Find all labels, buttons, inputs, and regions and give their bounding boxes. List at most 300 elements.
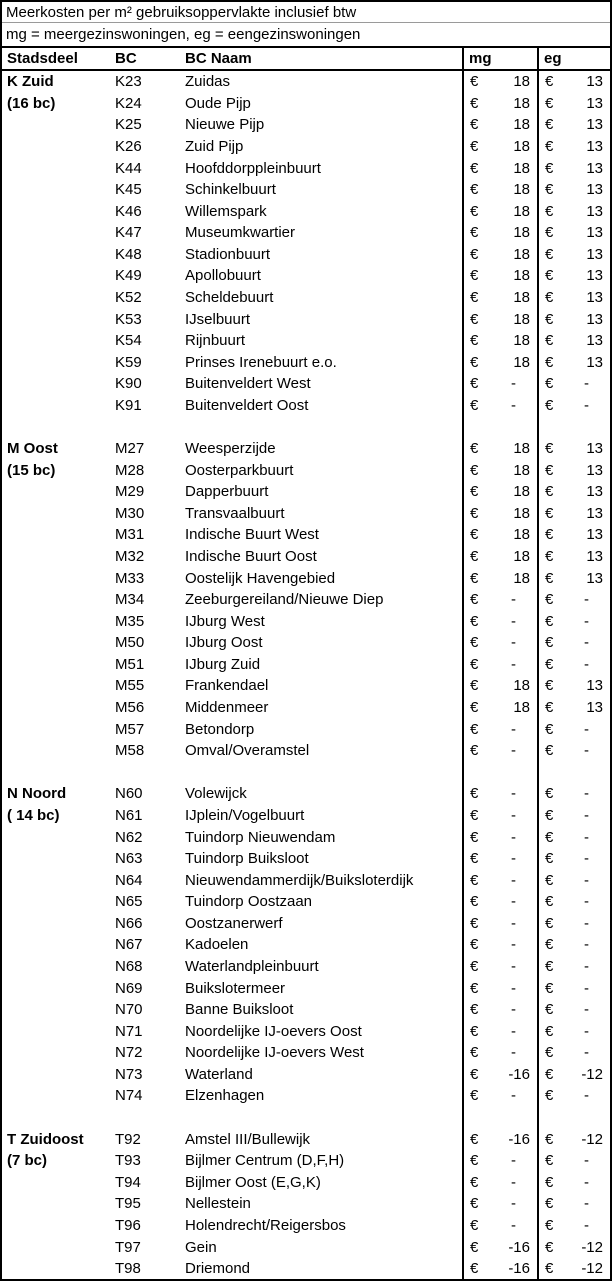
eg-cell [537,71,610,93]
euro-symbol: € [470,634,479,652]
euro-symbol: € [470,785,479,803]
euro-symbol: € [545,634,554,652]
eg-cell [537,179,610,201]
mg-cell [462,481,537,503]
bc-naam-cell: Nieuwendammerdijk/Buiksloterdijk [185,871,414,889]
mg-cell [462,1236,537,1258]
eg-cell [537,416,610,438]
mg-cell-value: - [511,1173,516,1191]
mg-cell-value: - [511,1044,516,1062]
table-row [2,459,610,481]
bc-cell: T92 [115,1130,141,1148]
mg-cell-value: 18 [513,332,530,350]
euro-symbol: € [470,310,479,328]
euro-symbol: € [545,116,554,134]
euro-symbol: € [545,936,554,954]
euro-symbol: € [545,1216,554,1234]
table-row [2,1215,610,1237]
stadsdeel-cell: ( 14 bc) [7,806,60,824]
eg-cell-value: - [584,850,589,868]
euro-symbol: € [545,245,554,263]
eg-cell-value: 13 [586,181,603,199]
bc-cell: N74 [115,1087,143,1105]
eg-cell-value: - [584,655,589,673]
eg-cell [537,956,610,978]
euro-symbol: € [470,138,479,156]
mg-cell [462,416,537,438]
bc-naam-cell: Kadoelen [185,936,249,954]
euro-symbol: € [470,914,479,932]
bc-naam-cell: Holendrecht/Reigersbos [185,1216,346,1234]
euro-symbol: € [470,375,479,393]
bc-naam-cell: Indische Buurt Oost [185,548,317,565]
mg-cell [462,114,537,136]
eg-cell [537,157,610,179]
table-row [2,1236,610,1258]
mg-cell [462,1042,537,1064]
eg-cell-value: -12 [581,1065,603,1083]
euro-symbol: € [470,699,479,717]
euro-symbol: € [470,1001,479,1019]
euro-symbol: € [470,94,479,112]
mg-cell [462,805,537,827]
eg-cell-value: - [584,396,589,414]
euro-symbol: € [470,202,479,220]
table-row [2,913,610,935]
mg-cell [462,1193,537,1215]
mg-cell-value: 18 [513,116,530,134]
euro-symbol: € [470,1130,479,1148]
column-header-bc: BC [115,50,137,67]
euro-symbol: € [470,181,479,199]
euro-symbol: € [470,396,479,414]
euro-symbol: € [545,332,554,350]
mg-cell-value: - [511,957,516,975]
euro-symbol: € [470,1195,479,1213]
bc-naam-cell: Frankendael [185,677,269,695]
bc-cell: K91 [115,396,142,414]
euro-symbol: € [545,375,554,393]
euro-symbol: € [470,1260,479,1278]
table-row [2,1171,610,1193]
bc-naam-cell: Schinkelbuurt [185,181,276,199]
mg-cell [462,632,537,654]
eg-cell [537,805,610,827]
eg-cell [537,783,610,805]
mg-cell [462,1215,537,1237]
table-row [2,136,610,158]
euro-symbol: € [545,289,554,307]
bc-naam-cell: Zuid Pijp [185,138,244,156]
euro-symbol: € [545,699,554,717]
euro-symbol: € [470,332,479,350]
euro-symbol: € [470,806,479,824]
bc-cell: M33 [115,569,145,587]
euro-symbol: € [545,548,554,565]
mg-cell-value: 18 [513,504,530,522]
euro-symbol: € [545,850,554,868]
euro-symbol: € [545,224,554,242]
euro-symbol: € [470,224,479,242]
bc-cell: N60 [115,785,143,803]
mg-cell-value: - [511,742,516,760]
bc-naam-cell: Apollobuurt [185,267,261,285]
euro-symbol: € [470,1238,479,1256]
euro-symbol: € [545,526,554,544]
bc-cell: M29 [115,483,145,501]
bc-cell: N73 [115,1065,143,1083]
eg-cell-value: - [584,375,589,393]
eg-cell-value: 13 [586,267,603,285]
table-body [2,71,610,1279]
euro-symbol: € [470,159,479,177]
euro-symbol: € [470,742,479,760]
table-row [2,93,610,115]
eg-cell [537,287,610,309]
bc-cell: K45 [115,181,142,199]
euro-symbol: € [545,504,554,522]
euro-symbol: € [545,483,554,501]
eg-cell [537,459,610,481]
euro-symbol: € [545,94,554,112]
bc-cell: K44 [115,159,142,177]
bc-cell: K53 [115,310,142,328]
mg-cell-value: - [511,871,516,889]
eg-cell [537,1215,610,1237]
eg-cell-value: - [584,1001,589,1019]
eg-cell [537,848,610,870]
euro-symbol: € [470,483,479,501]
eg-cell [537,913,610,935]
bc-naam-cell: Scheldebuurt [185,289,274,307]
eg-cell-value: - [584,979,589,997]
eg-cell [537,1258,610,1280]
mg-cell-value: - [511,1022,516,1040]
table-title [2,2,610,23]
euro-symbol: € [470,871,479,889]
bc-naam-cell: Waterland [185,1065,253,1083]
stadsdeel-cell: (7 bc) [7,1152,48,1170]
stadsdeel-cell: N Noord [7,785,67,803]
bc-cell: T96 [115,1216,141,1234]
mg-cell [462,308,537,330]
eg-cell [537,93,610,115]
euro-symbol: € [545,1195,554,1213]
euro-symbol: € [545,461,554,479]
euro-symbol: € [545,181,554,199]
bc-cell: K25 [115,116,142,134]
table-row [2,610,610,632]
euro-symbol: € [470,267,479,285]
euro-symbol: € [470,569,479,587]
eg-cell [537,654,610,676]
mg-cell-value: - [511,785,516,803]
bc-naam-cell: Waterlandpleinbuurt [185,957,319,975]
euro-symbol: € [470,1216,479,1234]
euro-symbol: € [545,591,554,609]
bc-cell: K26 [115,138,142,156]
mg-cell-value: 18 [513,224,530,242]
bc-naam-cell: Nellestein [185,1195,251,1213]
eg-cell [537,891,610,913]
bc-cell: K47 [115,224,142,242]
bc-naam-cell: Prinses Irenebuurt e.o. [185,353,337,371]
mg-cell [462,977,537,999]
table-row [2,1020,610,1042]
mg-cell-value: - [511,806,516,824]
column-header-eg: eg [537,48,610,69]
mg-cell-value: - [511,850,516,868]
eg-cell-value: 13 [586,353,603,371]
column-header-bc-naam: BC Naam [185,50,252,67]
table-row [2,114,610,136]
eg-cell-value: - [584,1152,589,1170]
eg-cell [537,977,610,999]
mg-cell-value: - [511,1195,516,1213]
euro-symbol: € [470,1022,479,1040]
bc-naam-cell: Oostzanerwerf [185,914,283,932]
bc-cell: K49 [115,267,142,285]
table-row [2,330,610,352]
euro-symbol: € [470,73,479,91]
euro-symbol: € [545,893,554,911]
bc-naam-cell: Tuindorp Oostzaan [185,893,313,911]
euro-symbol: € [470,957,479,975]
eg-cell [537,740,610,762]
bc-cell: M35 [115,612,145,630]
eg-cell-value: 13 [586,440,603,458]
mg-cell-value: -16 [508,1065,530,1083]
mg-cell [462,1107,537,1129]
mg-cell-value: 18 [513,548,530,565]
eg-cell [537,352,610,374]
bc-naam-cell: IJplein/Vogelbuurt [185,806,305,824]
eg-cell [537,438,610,460]
mg-cell [462,1128,537,1150]
bc-naam-cell: Rijnbuurt [185,332,246,350]
bc-naam-cell: Middenmeer [185,699,269,717]
eg-cell [537,114,610,136]
euro-symbol: € [470,1065,479,1083]
bc-naam-cell: IJburg Oost [185,634,263,652]
mg-cell-value: - [511,893,516,911]
eg-cell [537,1107,610,1129]
table-row [2,805,610,827]
euro-symbol: € [470,116,479,134]
eg-cell [537,222,610,244]
table-row [2,740,610,762]
bc-cell: M50 [115,634,145,652]
bc-cell: T98 [115,1260,141,1278]
eg-cell [537,546,610,568]
table-title-text: Meerkosten per m² gebruiksoppervlakte inclusief btw [6,3,357,21]
table-row [2,503,610,525]
mg-cell [462,244,537,266]
euro-symbol: € [470,655,479,673]
table-row [2,783,610,805]
bc-cell: N67 [115,936,143,954]
eg-cell-value: - [584,785,589,803]
mg-cell [462,93,537,115]
eg-cell-value: 13 [586,289,603,307]
bc-naam-cell: Stadionbuurt [185,245,271,263]
mg-cell [462,913,537,935]
column-header-stadsdeel: Stadsdeel [7,50,78,67]
table-row [2,826,610,848]
eg-cell-value: 13 [586,245,603,263]
eg-cell [537,610,610,632]
mg-cell-value: 18 [513,245,530,263]
mg-cell-value: - [511,396,516,414]
eg-cell-value: - [584,871,589,889]
eg-cell [537,675,610,697]
euro-symbol: € [545,1173,554,1191]
eg-cell-value: -12 [581,1130,603,1148]
euro-symbol: € [470,979,479,997]
mg-cell [462,654,537,676]
mg-cell [462,459,537,481]
eg-cell [537,589,610,611]
mg-cell-value: - [511,979,516,997]
bc-cell: N64 [115,871,143,889]
eg-cell [537,1150,610,1172]
bc-cell: M51 [115,655,145,673]
column-header-row [2,48,610,71]
table-row [2,481,610,503]
eg-cell-value: - [584,742,589,760]
bc-naam-cell: Bijlmer Oost (E,G,K) [185,1173,321,1191]
mg-cell-value: 18 [513,461,530,479]
bc-naam-cell: Tuindorp Nieuwendam [185,828,336,846]
bc-naam-cell: Hoofddorppleinbuurt [185,159,321,177]
mg-cell [462,157,537,179]
table-row [2,1064,610,1086]
bc-naam-cell: IJburg Zuid [185,655,261,673]
mg-cell-value: 18 [513,353,530,371]
bc-cell: N62 [115,828,143,846]
bc-naam-cell: Buikslotermeer [185,979,286,997]
table-row [2,1085,610,1107]
eg-cell-value: - [584,1022,589,1040]
euro-symbol: € [545,1238,554,1256]
bc-naam-cell: Dapperbuurt [185,483,269,501]
bc-cell: M55 [115,677,145,695]
bc-naam-cell: Elzenhagen [185,1087,265,1105]
table-row [2,1042,610,1064]
mg-cell [462,675,537,697]
euro-symbol: € [545,202,554,220]
eg-cell-value: 13 [586,224,603,242]
eg-cell-value: 13 [586,116,603,134]
mg-cell [462,524,537,546]
euro-symbol: € [545,979,554,997]
euro-symbol: € [545,1022,554,1040]
eg-cell [537,869,610,891]
euro-symbol: € [545,1087,554,1105]
bc-naam-cell: Indische Buurt West [185,526,319,544]
table-subtitle [2,23,610,48]
euro-symbol: € [545,310,554,328]
bc-cell: N69 [115,979,143,997]
mg-cell-value: - [511,375,516,393]
bc-cell: M30 [115,504,145,522]
table-row [2,244,610,266]
bc-naam-cell: Volewijck [185,785,247,803]
bc-cell: M34 [115,591,145,609]
eg-cell-value: - [584,1173,589,1191]
euro-symbol: € [545,828,554,846]
mg-cell-value: - [511,1087,516,1105]
eg-cell [537,567,610,589]
bc-cell: M58 [115,742,145,760]
euro-symbol: € [545,1130,554,1148]
euro-symbol: € [470,828,479,846]
eg-cell-value: - [584,957,589,975]
bc-cell: K54 [115,332,142,350]
euro-symbol: € [470,548,479,565]
bc-cell: K24 [115,94,142,112]
euro-symbol: € [470,1173,479,1191]
mg-cell-value: 18 [513,94,530,112]
mg-cell [462,740,537,762]
spacer-row [2,1107,610,1129]
bc-cell: M28 [115,461,145,479]
mg-cell-value: - [511,1216,516,1234]
mg-cell-value: 18 [513,526,530,544]
table-row [2,1128,610,1150]
mg-cell-value: - [511,655,516,673]
eg-cell [537,1128,610,1150]
bc-cell: M57 [115,720,145,738]
mg-cell-value: - [511,612,516,630]
mg-cell [462,395,537,417]
euro-symbol: € [545,1065,554,1083]
euro-symbol: € [470,850,479,868]
euro-symbol: € [470,1152,479,1170]
eg-cell [537,200,610,222]
mg-cell [462,1064,537,1086]
euro-symbol: € [545,785,554,803]
table-row [2,71,610,93]
bc-naam-cell: Noordelijke IJ-oevers West [185,1044,364,1062]
mg-cell [462,956,537,978]
mg-cell [462,697,537,719]
table-row [2,1193,610,1215]
mg-cell [462,610,537,632]
mg-cell [462,265,537,287]
eg-cell-value: 13 [586,699,603,717]
eg-cell [537,395,610,417]
mg-cell [462,1085,537,1107]
table-row [2,848,610,870]
mg-cell-value: - [511,936,516,954]
table-row [2,1258,610,1280]
euro-symbol: € [470,353,479,371]
euro-symbol: € [470,591,479,609]
eg-cell-value: 13 [586,159,603,177]
mg-cell-value: - [511,634,516,652]
eg-cell [537,244,610,266]
eg-cell-value: - [584,1216,589,1234]
eg-cell [537,1020,610,1042]
table-row [2,697,610,719]
eg-cell [537,632,610,654]
eg-cell-value: 13 [586,526,603,544]
bc-naam-cell: Buitenveldert Oost [185,396,309,414]
eg-cell [537,308,610,330]
bc-naam-cell: Driemond [185,1260,251,1278]
bc-naam-cell: IJselbuurt [185,310,251,328]
